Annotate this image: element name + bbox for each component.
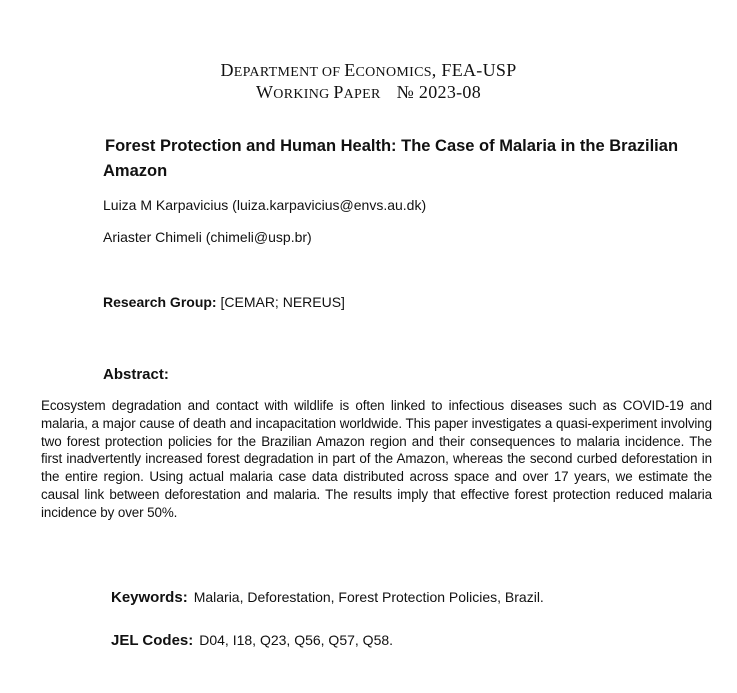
economics-word-rest: CONOMICS	[355, 65, 432, 80]
paper-initial-p: P	[333, 82, 344, 102]
department-heading	[0, 60, 737, 81]
keywords	[111, 589, 544, 606]
paper-title: Forest Protection and Human Health: The Case of Malaria in the Brazilian Amazon	[103, 137, 679, 180]
jel-codes-value: D04, I18, Q23, Q56, Q57, Q58.	[199, 632, 394, 648]
research-group-label: Research Group:	[103, 294, 217, 310]
author-1: Luiza M Karpavicius (luiza.karpavicius@envs.au.dk)	[103, 197, 427, 213]
abstract-heading: Abstract:	[103, 366, 169, 383]
working-word-rest: ORKING	[273, 87, 334, 102]
research-group-value: [CEMAR; NEREUS]	[220, 294, 345, 310]
keywords-value: Malaria, Deforestation, Forest Protection Policies, Brazil.	[193, 589, 544, 605]
working-initial-w: W	[255, 82, 274, 102]
working-paper-number: № 2023-08	[396, 82, 482, 102]
department-word-rest: EPARTMENT OF	[233, 65, 345, 80]
economics-initial-e: E	[344, 60, 356, 80]
jel-codes	[111, 632, 393, 649]
jel-codes-label: JEL Codes:	[111, 632, 194, 649]
abstract-body: Ecosystem degradation and contact with wildlife is often linked to infectious diseases such as COVID-19 and malaria, a major cause of death and incapacitation worldwide. This paper investigates a quasi-experiment involving two forest protection policies for the Brazilian Amazon region and their consequences to malaria incidence. The first inadvertently increased forest degradation in part of the Amazon, whereas the second curbed deforestation in the entire region. Using actual malaria case data distributed across space and over 17 years, we estimate the causal link between deforestation and malaria. The results imply that effective forest protection reduced malaria incidence by over 50%.	[41, 398, 712, 520]
department-initial-d: D	[220, 60, 234, 80]
working-paper-heading	[0, 82, 737, 103]
institution-name: , FEA-USP	[431, 60, 517, 80]
keywords-label: Keywords:	[111, 589, 188, 606]
author-2: Ariaster Chimeli (chimeli@usp.br)	[103, 229, 312, 245]
paper-word-rest: APER	[343, 87, 381, 102]
research-group	[103, 294, 345, 310]
